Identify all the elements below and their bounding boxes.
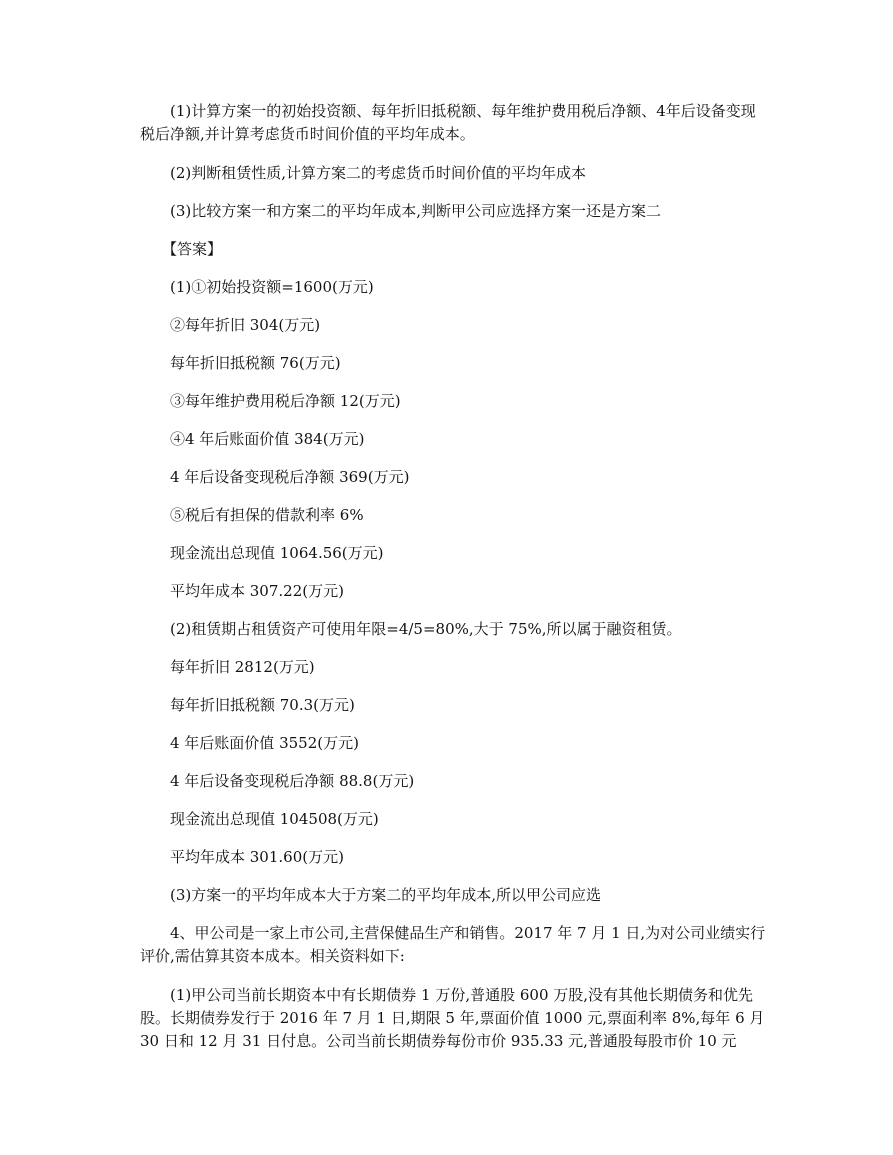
answer-heading: 【答案】 — [162, 240, 223, 258]
answer-line: 每年折旧抵税额 76(万元) — [170, 354, 341, 372]
question-4-text: 4、甲公司是一家上市公司,主营保健品生产和销售。2017 年 7 月 1 日,为对公司业绩实行评价,需估算其资本成本。相关资料如下: — [140, 924, 766, 965]
answer-line: 平均年成本 307.22(万元) — [170, 582, 344, 600]
answer-line: (2)租赁期占租赁资产可使用年限=4/5=80%,大于 75%,所以属于融资租赁。 — [170, 620, 682, 638]
answer-line: 现金流出总现值 104508(万元) — [170, 810, 379, 828]
answer-line: 平均年成本 301.60(万元) — [170, 848, 344, 866]
answer-line: ④4 年后账面价值 384(万元) — [170, 430, 365, 448]
answer-line: ②每年折旧 304(万元) — [170, 316, 321, 334]
question-1-text: (1)计算方案一的初始投资额、每年折旧抵税额、每年维护费用税后净额、4年后设备变现税后净额,并计算考虑货币时间价值的平均年成本。 — [140, 102, 756, 143]
question-2-text: (2)判断租赁性质,计算方案二的考虑货币时间价值的平均年成本 — [170, 164, 587, 182]
answer-line: 4 年后设备变现税后净额 369(万元) — [170, 468, 410, 486]
answer-line: 4 年后设备变现税后净额 88.8(万元) — [170, 772, 415, 790]
answer-line: 每年折旧 2812(万元) — [170, 658, 315, 676]
question-3-text: (3)比较方案一和方案二的平均年成本,判断甲公司应选择方案一还是方案二 — [170, 202, 662, 220]
answer-line: ③每年维护费用税后净额 12(万元) — [170, 392, 401, 410]
question-4-material-1: (1)甲公司当前长期资本中有长期债券 1 万份,普通股 600 万股,没有其他长期债务和优先股。长期债券发行于 2016 年 7 月 1 日,期限 5 年,票面价值 1000 元,票面利率 8%,每年 6 月 30 日和 12 月 31 日付息。公司当前长期债券每份市价 935.33 元,普通股每股市价 10 元 — [140, 986, 765, 1050]
answer-line: 每年折旧抵税额 70.3(万元) — [170, 696, 355, 714]
answer-line: (1)①初始投资额=1600(万元) — [170, 278, 374, 296]
answer-line: ⑤税后有担保的借款利率 6% — [170, 506, 364, 524]
answer-line: (3)方案一的平均年成本大于方案二的平均年成本,所以甲公司应选 — [170, 886, 602, 904]
answer-line: 4 年后账面价值 3552(万元) — [170, 734, 359, 752]
answer-line: 现金流出总现值 1064.56(万元) — [170, 544, 384, 562]
